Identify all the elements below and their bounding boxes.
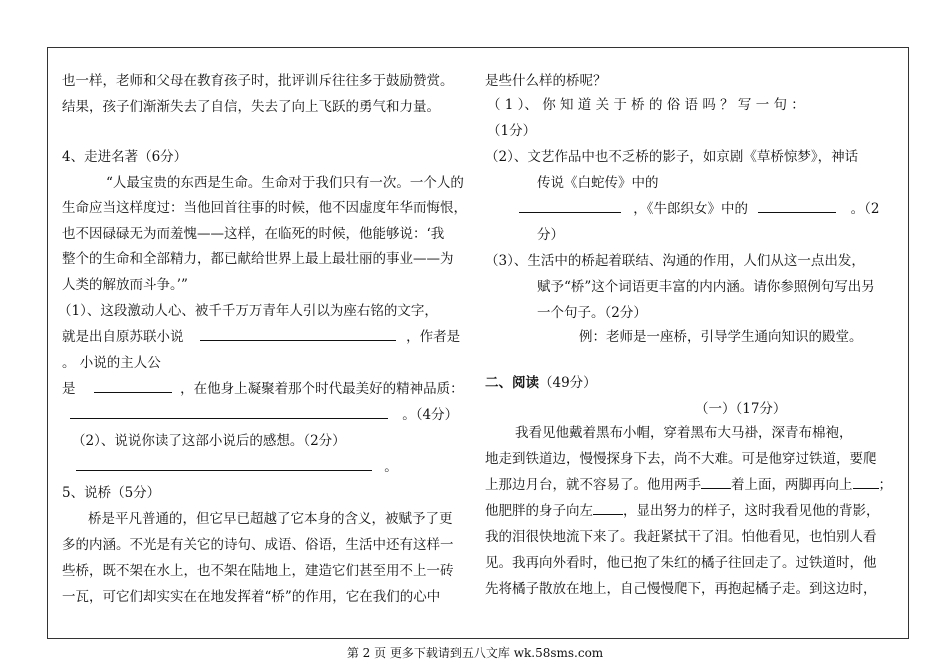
passage-line: 我看见他戴着黑布小帽，穿着黑布大马褂，深青布棉袍，: [515, 425, 853, 441]
answer-blank-cowherd[interactable]: [758, 200, 836, 213]
answer-blank-verb-1[interactable]: [701, 476, 731, 489]
passage-line: 地走到铁道边，慢慢探身下去，尚不大难。可是他穿过铁道，要爬: [485, 451, 877, 467]
quote-line: “人最宝贵的东西是生命。生命对于我们只有一次。一个人的: [106, 175, 464, 191]
text-line: 传说《白蛇传》中的: [537, 175, 659, 191]
passage-line: 上那边月台，就不容易了。他用两手 着上面，两脚再向上 ；: [485, 477, 892, 493]
question-4-2-answer: 。: [76, 458, 398, 476]
answer-blank-quality[interactable]: [70, 406, 388, 419]
text-line: 是些什么样的桥呢？: [485, 73, 607, 89]
question-4-2: （2）、说说你读了这部小说后的感想。（2分）: [72, 433, 346, 449]
answer-blank-white-snake[interactable]: [519, 200, 621, 213]
question-4-1: （1）、这段激动人心、被千千万万青年人引以为座右铭的文字，: [58, 303, 438, 319]
question-5-2-blanks: ，《牛郎织女》中的 。（2: [519, 200, 879, 218]
passage-line: 我的泪很快地流下来了。我赶紧拭干了泪。怕他看见，也怕别人看: [485, 529, 877, 545]
question-5-title: 5、说桥（5分）: [62, 485, 161, 501]
question-5-1: （ 1 ）、 你 知 道 关 于 桥 的 俗 语 吗 ？ 写 一 句 ：: [487, 97, 805, 113]
score-label: （1分）: [487, 123, 537, 139]
question-4-title: 4、走进名著（6分）: [62, 149, 188, 165]
text-line: 也一样，老师和父母在教育孩子时，批评训斥往往多于鼓励赞赏。: [62, 73, 454, 89]
score-label: 分）: [537, 227, 564, 243]
example-sentence: 例：老师是一座桥，引导学生通向知识的殿堂。: [579, 329, 863, 345]
answer-blank-feeling[interactable]: [76, 458, 372, 471]
text-line: 桥是平凡普通的，但它早已超越了它本身的含义，被赋予了更: [88, 511, 453, 527]
question-4-1-line: 是 ，在他身上凝聚着那个时代最美好的精神品质：: [62, 381, 464, 397]
question-5-3: （3）、生活中的桥起着联结、沟通的作用，人们从这一点出发，: [485, 253, 865, 269]
quote-line: 生命应当这样度过：当他回首往事的时候，他不因虚度年华而悔恨，: [62, 200, 467, 216]
text-line: 些桥，既不架在水上，也不架在陆地上，建造它们甚至用不上一砖: [62, 563, 454, 579]
quote-line: 整个的生命和全部精力，都已献给世界上最上最壮丽的事业——为: [62, 251, 454, 267]
answer-blank-novel[interactable]: [200, 328, 396, 341]
text-line: 结果，孩子们渐渐失去了自信，失去了向上飞跃的勇气和力量。: [62, 99, 440, 115]
text-line: 一个句子。（2分）: [537, 305, 647, 321]
text-line: 多的内涵。不光是有关它的诗句、成语、俗语，生活中还有这样一: [62, 537, 454, 553]
text-line: 赋予“桥”这个词语更丰富的内内涵。请你参照例句写出另: [537, 279, 875, 295]
passage-line: 先将橘子散放在地上，自己慢慢爬下，再抱起橘子走。到这边时，: [485, 581, 877, 597]
subsection-title: （一）（17分）: [695, 401, 787, 417]
quote-line: 人类的解放而斗争。’”: [62, 277, 188, 293]
question-4-1-line: 。 小说的主人公: [62, 355, 161, 371]
section-2-title: 二、阅读（49分）: [485, 375, 597, 391]
question-4-1-line: 。（4分）: [70, 406, 458, 424]
question-5-2: （2）、文艺作品中也不乏桥的影子，如京剧《草桥惊梦》，神话: [485, 149, 859, 165]
quote-line: 也不因碌碌无为而羞愧——这样，在临死的时候，他能够说：‘我: [62, 226, 445, 242]
passage-line: 见。我再向外看时，他已抱了朱红的橘子往回走了。过铁道时，他: [485, 555, 877, 571]
question-4-1-line: 就是出自原苏联小说 ，作者是: [62, 329, 461, 345]
passage-line: 他肥胖的身子向左 ，显出努力的样子，这时我看见他的背影，: [485, 503, 880, 519]
answer-blank-verb-3[interactable]: [593, 502, 623, 515]
answer-blank-verb-2[interactable]: [853, 476, 879, 489]
answer-blank-protagonist[interactable]: [94, 380, 172, 393]
page-footer: 第 2 页 更多下载请到五八文库 wk.58sms.com: [346, 646, 604, 660]
text-line: 一瓦，可它们却实实在在地发挥着“桥”的作用，它在我们的心中: [62, 589, 441, 605]
